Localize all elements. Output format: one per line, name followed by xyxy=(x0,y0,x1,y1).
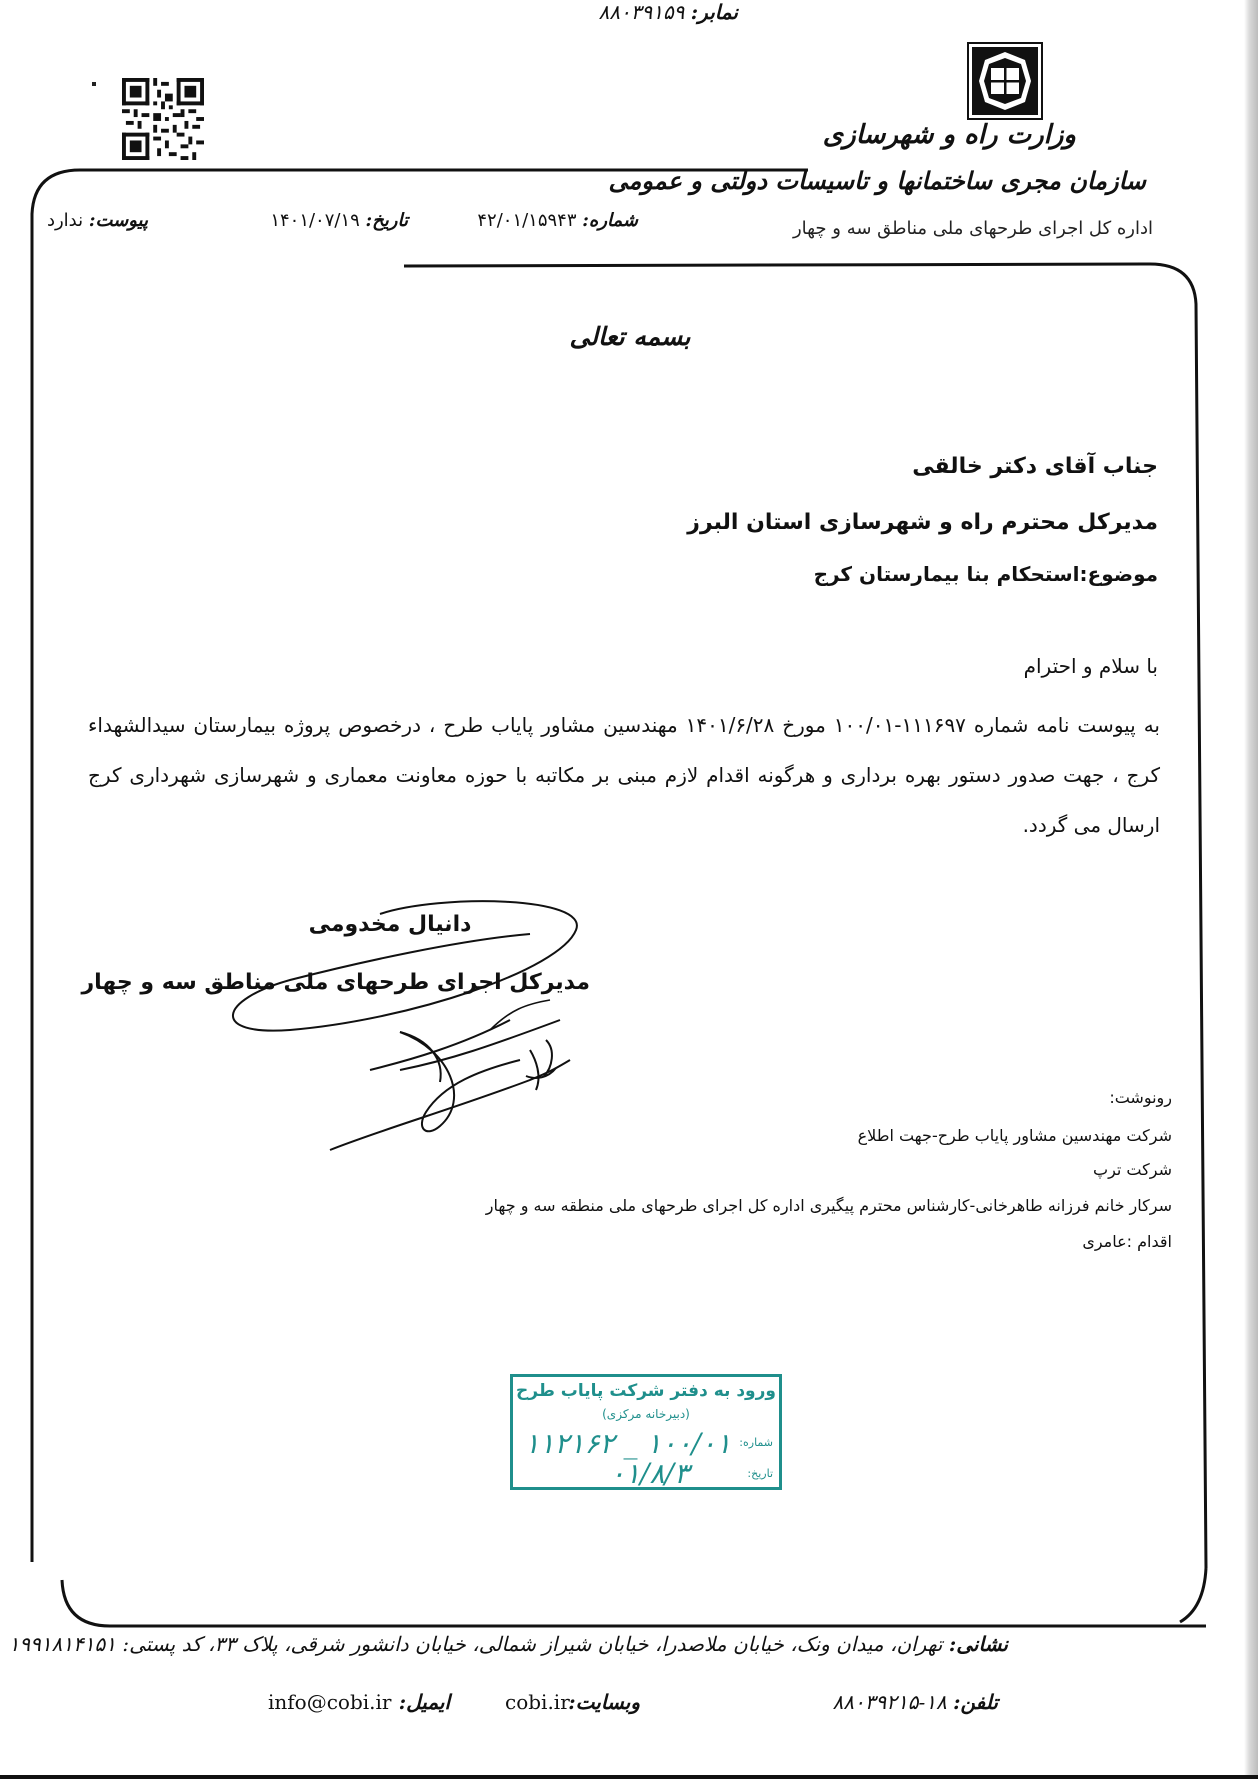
ministry-logo-icon xyxy=(967,42,1043,120)
attachment-label: پیوست: xyxy=(88,210,148,231)
address-value: تهران، میدان ونک، خیابان ملاصدرا، خیابان شیراز شمالی، خیابان دانشور شرقی، پلاک ۳۳، کد پستی: ۱۹۹۱۸۱۴۱۵۱ xyxy=(8,1632,943,1656)
letter-date xyxy=(270,210,408,231)
stamp-number-value: ۱۰۰/۰۱ _ ۱۱۲۱۶۲ xyxy=(524,1427,731,1460)
stamp-number-label: شماره: xyxy=(739,1436,773,1449)
recipient-name: جناب آقای دکتر خالقی xyxy=(912,454,1158,479)
signature xyxy=(230,900,600,1160)
date-label: تاریخ: xyxy=(365,210,408,231)
fax-label: نمابر: xyxy=(690,0,738,24)
cc-item: سرکار خانم فرزانه طاهرخانی-کارشناس محترم پیگیری اداره کل اجرای طرحهای ملی منطقه سه و چهار xyxy=(485,1196,1172,1215)
cc-heading: رونوشت: xyxy=(1109,1088,1172,1107)
attachment-value: ندارد xyxy=(46,210,84,231)
website-link[interactable]: cobi.ir xyxy=(505,1690,570,1714)
fax-value: ۸۸۰۳۹۱۵۹ xyxy=(598,0,685,24)
footer-fax-group xyxy=(598,0,738,24)
scan-speck xyxy=(92,82,96,86)
department-name: اداره کل اجرای طرحهای ملی مناطق سه و چهار xyxy=(792,218,1153,239)
footer-address xyxy=(9,1632,1008,1656)
phone-label: تلفن: xyxy=(953,1690,998,1714)
letter-attachment xyxy=(47,210,148,231)
address-label: نشانی: xyxy=(948,1632,1008,1656)
scan-edge-bottom xyxy=(0,1775,1258,1779)
qr-code xyxy=(122,78,204,160)
cc-item: شرکت مهندسین مشاور پایاب طرح-جهت اطلاع xyxy=(857,1126,1172,1145)
email-label: ایمیل: xyxy=(398,1690,450,1714)
cc-item: شرکت ترپ xyxy=(1093,1160,1172,1179)
signer-title: مدیرکل اجرای طرحهای ملی مناطق سه و چهار xyxy=(81,970,590,995)
greeting: با سلام و احترام xyxy=(1023,654,1158,678)
besmellah: بسمه تعالی xyxy=(569,322,691,351)
organization-name: سازمان مجری ساختمانها و تاسیسات دولتی و عمومی xyxy=(608,166,1146,195)
letter-subject: موضوع:استحکام بنا بیمارستان کرج xyxy=(813,562,1158,586)
footer-email-group xyxy=(399,1690,450,1714)
letter-number xyxy=(477,210,638,231)
signer-name: دانیال مخدومی xyxy=(308,912,472,937)
number-value: ۴۲/۰۱/۱۵۹۴۳ xyxy=(477,210,577,231)
phone-value: ۱۸-۸۸۰۳۹۲۱۵ xyxy=(832,1690,947,1714)
stamp-subtitle: (دبیرخانه مرکزی) xyxy=(602,1407,690,1421)
stamp-date-value: ۰۱/۸/۳ xyxy=(609,1457,689,1490)
footer-phone xyxy=(833,1690,998,1714)
cc-action: اقدام :عامری xyxy=(1082,1232,1172,1251)
email-link[interactable]: info@cobi.ir xyxy=(268,1690,392,1714)
footer-website-group xyxy=(568,1690,640,1714)
date-value: ۱۴۰۱/۰۷/۱۹ xyxy=(270,210,360,231)
received-stamp xyxy=(510,1374,782,1490)
stamp-title: ورود به دفتر شرکت پایاب طرح xyxy=(516,1381,776,1401)
number-label: شماره: xyxy=(582,210,638,231)
stamp-date-label: تاریخ: xyxy=(747,1467,773,1480)
scan-edge xyxy=(1244,0,1258,1779)
letter-body: به پیوست نامه شماره ۱۱۱۶۹۷-۱۰۰/۰۱ مورخ ۱۴۰۱/۶/۲۸ مهندسین مشاور پایاب طرح ، درخصوص پروژه بیمارستان سیدالشهداء کرج ، جهت صدور دستور بهره برداری و هرگونه اقدام لازم مبنی بر مکاتبه با حوزه معاونت معماری و شهرسازی شهرداری کرج ارسال می گردد. xyxy=(88,713,1160,837)
recipient-title: مدیرکل محترم راه و شهرسازی استان البرز xyxy=(687,510,1158,535)
ministry-name: وزارت راه و شهرسازی xyxy=(822,120,1076,150)
website-label: وبسایت: xyxy=(568,1690,640,1714)
